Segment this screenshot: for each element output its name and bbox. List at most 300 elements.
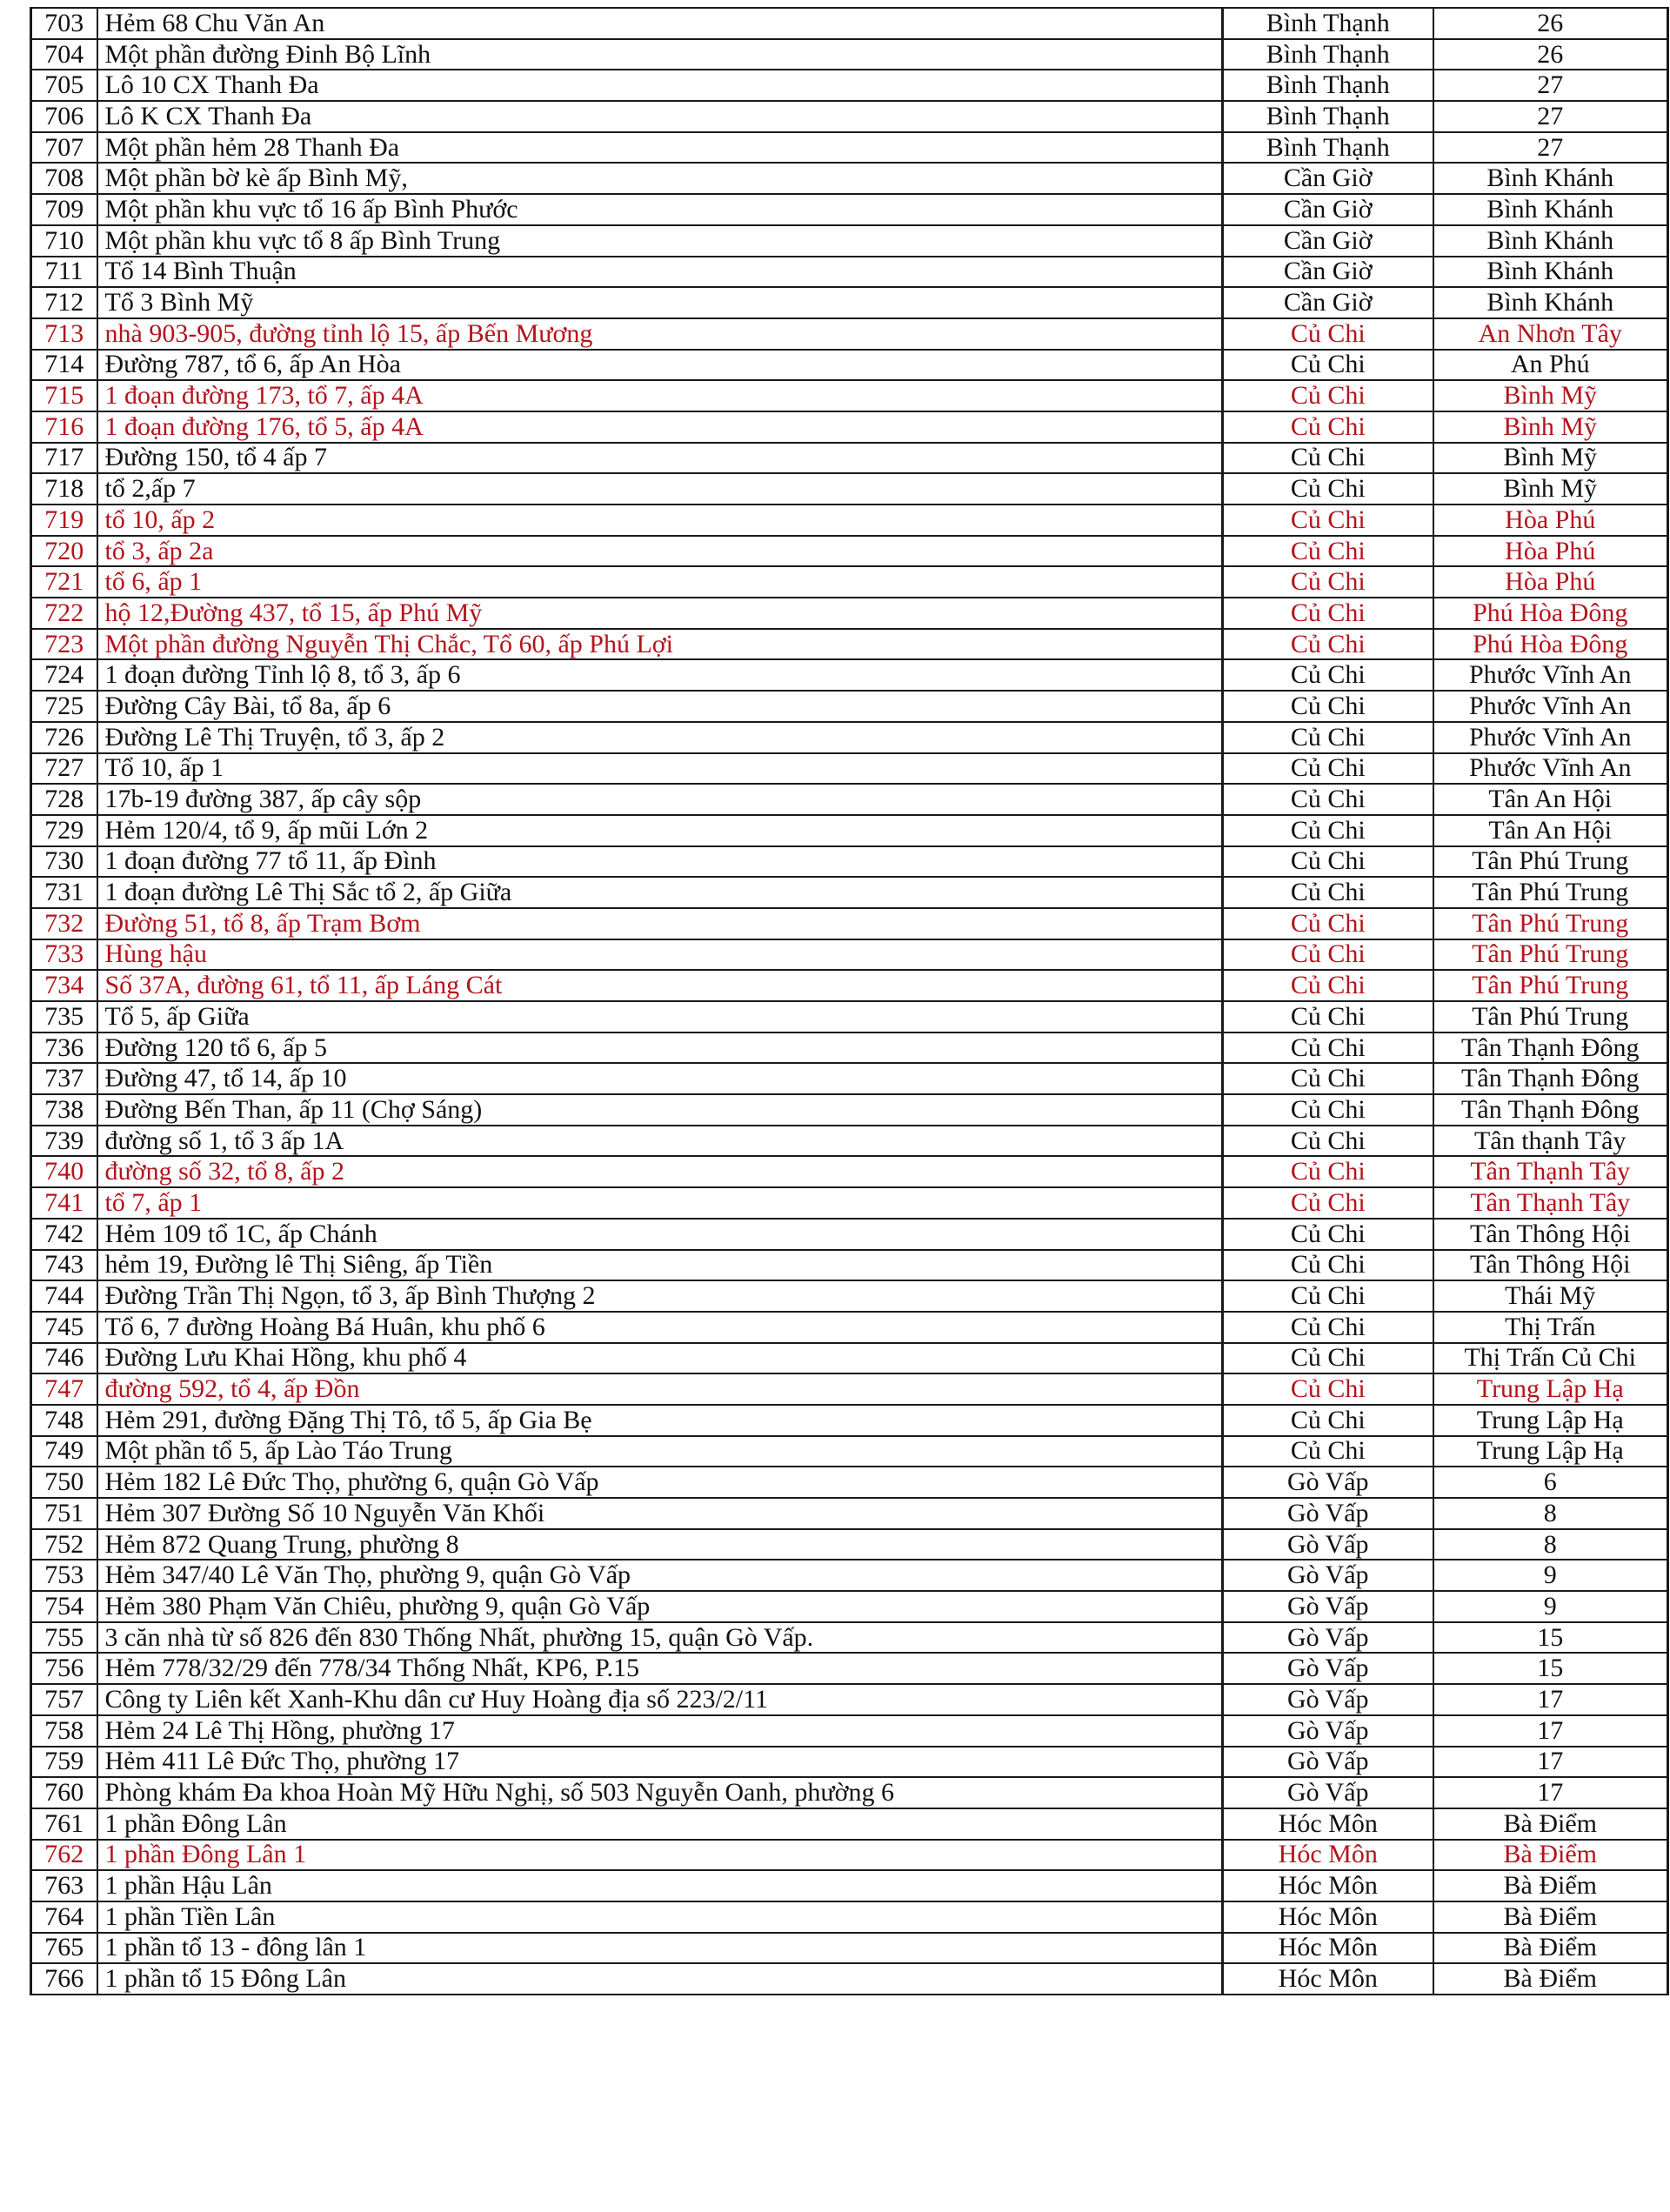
row-number-cell: 759	[31, 1747, 97, 1778]
district-cell: Củ Chi	[1223, 846, 1433, 878]
row-number-cell: 749	[31, 1436, 97, 1467]
table-row	[31, 536, 1668, 567]
location-cell: nhà 903-905, đường tỉnh lộ 15, ấp Bến Mương	[97, 318, 1223, 350]
location-cell: tổ 10, ấp 2	[97, 505, 1223, 536]
ward-cell: Tân Thạnh Tây	[1433, 1156, 1668, 1187]
table-row	[31, 784, 1668, 815]
table-row	[31, 70, 1668, 101]
ward-cell: Tân Phú Trung	[1433, 939, 1668, 971]
location-cell: Tổ 3 Bình Mỹ	[97, 287, 1223, 318]
row-number-cell: 719	[31, 505, 97, 536]
row-number-cell: 732	[31, 908, 97, 939]
location-cell: 1 đoạn đường Lê Thị Sắc tổ 2, ấp Giữa	[97, 877, 1223, 908]
district-cell: Gò Vấp	[1223, 1715, 1433, 1747]
table-row	[31, 970, 1668, 1001]
district-cell: Củ Chi	[1223, 1156, 1433, 1187]
ward-cell: Bà Điểm	[1433, 1840, 1668, 1871]
location-cell: Đường Lưu Khai Hồng, khu phố 4	[97, 1343, 1223, 1374]
table-row	[31, 101, 1668, 132]
table-row	[31, 318, 1668, 350]
district-cell: Bình Thạnh	[1223, 70, 1433, 101]
row-number-cell: 715	[31, 380, 97, 411]
district-cell: Củ Chi	[1223, 411, 1433, 443]
location-cell: 1 phần tổ 13 - đông lân 1	[97, 1933, 1223, 1964]
ward-cell: 8	[1433, 1529, 1668, 1560]
row-number-cell: 743	[31, 1250, 97, 1281]
table-row	[31, 1777, 1668, 1808]
district-cell: Củ Chi	[1223, 536, 1433, 567]
ward-cell: 27	[1433, 132, 1668, 164]
district-cell: Củ Chi	[1223, 784, 1433, 815]
location-cell: 1 đoạn đường 173, tổ 7, ấp 4A	[97, 380, 1223, 411]
ward-cell: Trung Lập Hạ	[1433, 1436, 1668, 1467]
location-cell: Hẻm 182 Lê Đức Thọ, phường 6, quận Gò Vấp	[97, 1467, 1223, 1498]
ward-cell: 26	[1433, 8, 1668, 39]
table-row	[31, 257, 1668, 288]
ward-cell: Bà Điểm	[1433, 1933, 1668, 1964]
row-number-cell: 714	[31, 350, 97, 381]
ward-cell: Tân Thạnh Đông	[1433, 1032, 1668, 1064]
location-cell: Hẻm 109 tổ 1C, ấp Chánh	[97, 1219, 1223, 1250]
district-cell: Củ Chi	[1223, 1094, 1433, 1126]
table-row	[31, 1963, 1668, 1995]
row-number-cell: 765	[31, 1933, 97, 1964]
table-row	[31, 8, 1668, 39]
table-row	[31, 1187, 1668, 1219]
table-row	[31, 1094, 1668, 1126]
row-number-cell: 721	[31, 566, 97, 598]
row-number-cell: 734	[31, 970, 97, 1001]
location-cell: Hẻm 291, đường Đặng Thị Tô, tổ 5, ấp Gia Bẹ	[97, 1405, 1223, 1436]
row-number-cell: 751	[31, 1498, 97, 1529]
location-cell: 1 phần Đông Lân	[97, 1808, 1223, 1840]
location-cell: Hẻm 778/32/29 đến 778/34 Thống Nhất, KP6, P.15	[97, 1653, 1223, 1684]
ward-cell: 15	[1433, 1622, 1668, 1654]
district-cell: Củ Chi	[1223, 1343, 1433, 1374]
location-cell: Một phần đường Đinh Bộ Lĩnh	[97, 39, 1223, 70]
ward-cell: Tân Thông Hội	[1433, 1250, 1668, 1281]
location-cell: Phòng khám Đa khoa Hoàn Mỹ Hữu Nghị, số 503 Nguyễn Oanh, phường 6	[97, 1777, 1223, 1808]
table-row	[31, 659, 1668, 691]
location-cell: Đường Lê Thị Truyện, tổ 3, ấp 2	[97, 722, 1223, 753]
district-cell: Gò Vấp	[1223, 1622, 1433, 1654]
district-cell: Hóc Môn	[1223, 1840, 1433, 1871]
table-row	[31, 815, 1668, 846]
table-row	[31, 1436, 1668, 1467]
ward-cell: Bình Khánh	[1433, 257, 1668, 288]
row-number-cell: 728	[31, 784, 97, 815]
row-number-cell: 742	[31, 1219, 97, 1250]
district-cell: Gò Vấp	[1223, 1560, 1433, 1591]
row-number-cell: 717	[31, 443, 97, 474]
row-number-cell: 756	[31, 1653, 97, 1684]
district-cell: Cần Giờ	[1223, 257, 1433, 288]
district-cell: Bình Thạnh	[1223, 101, 1433, 132]
ward-cell: Tân Thạnh Đông	[1433, 1063, 1668, 1094]
table-row	[31, 1373, 1668, 1405]
table-row	[31, 1622, 1668, 1654]
location-cell: Hẻm 872 Quang Trung, phường 8	[97, 1529, 1223, 1560]
district-cell: Củ Chi	[1223, 722, 1433, 753]
ward-cell: 9	[1433, 1560, 1668, 1591]
location-cell: Hẻm 307 Đường Số 10 Nguyễn Văn Khối	[97, 1498, 1223, 1529]
ward-cell: Thị Trấn	[1433, 1312, 1668, 1343]
row-number-cell: 712	[31, 287, 97, 318]
table-row	[31, 1498, 1668, 1529]
ward-cell: Bình Khánh	[1433, 163, 1668, 194]
ward-cell: Bình Mỹ	[1433, 411, 1668, 443]
location-cell: hẻm 19, Đường lê Thị Siêng, ấp Tiền	[97, 1250, 1223, 1281]
table-row	[31, 598, 1668, 629]
location-cell: tổ 2,ấp 7	[97, 473, 1223, 505]
location-cell: Hẻm 120/4, tổ 9, ấp mũi Lớn 2	[97, 815, 1223, 846]
location-cell: 1 phần Đông Lân 1	[97, 1840, 1223, 1871]
ward-cell: Bình Khánh	[1433, 287, 1668, 318]
table-row	[31, 225, 1668, 257]
row-number-cell: 741	[31, 1187, 97, 1219]
location-cell: Tổ 6, 7 đường Hoàng Bá Huân, khu phố 6	[97, 1312, 1223, 1343]
district-cell: Gò Vấp	[1223, 1467, 1433, 1498]
table-row	[31, 1280, 1668, 1312]
ward-cell: Phước Vĩnh An	[1433, 659, 1668, 691]
table-row	[31, 132, 1668, 164]
location-cell: Hẻm 24 Lê Thị Hồng, phường 17	[97, 1715, 1223, 1747]
ward-cell: Tân thạnh Tây	[1433, 1126, 1668, 1157]
district-cell: Củ Chi	[1223, 1001, 1433, 1032]
location-cell: tổ 3, ấp 2a	[97, 536, 1223, 567]
ward-cell: Trung Lập Hạ	[1433, 1373, 1668, 1405]
district-cell: Củ Chi	[1223, 1032, 1433, 1064]
ward-cell: Hòa Phú	[1433, 505, 1668, 536]
table-row	[31, 1684, 1668, 1715]
ward-cell: Thị Trấn Củ Chi	[1433, 1343, 1668, 1374]
district-cell: Củ Chi	[1223, 566, 1433, 598]
district-cell: Củ Chi	[1223, 505, 1433, 536]
row-number-cell: 708	[31, 163, 97, 194]
district-cell: Củ Chi	[1223, 1063, 1433, 1094]
ward-cell: Bà Điểm	[1433, 1963, 1668, 1995]
district-cell: Củ Chi	[1223, 908, 1433, 939]
district-cell: Củ Chi	[1223, 1250, 1433, 1281]
district-cell: Gò Vấp	[1223, 1747, 1433, 1778]
row-number-cell: 757	[31, 1684, 97, 1715]
location-cell: đường số 32, tổ 8, ấp 2	[97, 1156, 1223, 1187]
table-row	[31, 846, 1668, 878]
ward-cell: Hòa Phú	[1433, 566, 1668, 598]
row-number-cell: 707	[31, 132, 97, 164]
table-row	[31, 163, 1668, 194]
location-cell: Đường 120 tổ 6, ấp 5	[97, 1032, 1223, 1064]
row-number-cell: 758	[31, 1715, 97, 1747]
row-number-cell: 718	[31, 473, 97, 505]
ward-cell: Thái Mỹ	[1433, 1280, 1668, 1312]
row-number-cell: 764	[31, 1901, 97, 1933]
ward-cell: 9	[1433, 1591, 1668, 1622]
table-row	[31, 722, 1668, 753]
ward-cell: Bình Khánh	[1433, 194, 1668, 225]
row-number-cell: 716	[31, 411, 97, 443]
table-row	[31, 1529, 1668, 1560]
ward-cell: Bà Điểm	[1433, 1870, 1668, 1901]
table-row	[31, 1715, 1668, 1747]
table-row	[31, 39, 1668, 70]
row-number-cell: 710	[31, 225, 97, 257]
ward-cell: Trung Lập Hạ	[1433, 1405, 1668, 1436]
district-cell: Cần Giờ	[1223, 225, 1433, 257]
location-cell: tổ 7, ấp 1	[97, 1187, 1223, 1219]
ward-cell: Tân Phú Trung	[1433, 877, 1668, 908]
district-cell: Củ Chi	[1223, 473, 1433, 505]
ward-cell: 17	[1433, 1684, 1668, 1715]
location-cell: Đường 47, tổ 14, ấp 10	[97, 1063, 1223, 1094]
district-cell: Củ Chi	[1223, 970, 1433, 1001]
row-number-cell: 761	[31, 1808, 97, 1840]
location-cell: Đường Trần Thị Ngọn, tổ 3, ấp Bình Thượng 2	[97, 1280, 1223, 1312]
district-cell: Củ Chi	[1223, 753, 1433, 785]
location-cell: tổ 6, ấp 1	[97, 566, 1223, 598]
ward-cell: An Nhơn Tây	[1433, 318, 1668, 350]
row-number-cell: 766	[31, 1963, 97, 1995]
location-cell: Lô 10 CX Thanh Đa	[97, 70, 1223, 101]
table-row	[31, 411, 1668, 443]
table-row	[31, 1250, 1668, 1281]
district-cell: Củ Chi	[1223, 380, 1433, 411]
table-row	[31, 629, 1668, 660]
row-number-cell: 729	[31, 815, 97, 846]
location-cell: Một phần khu vực tổ 8 ấp Bình Trung	[97, 225, 1223, 257]
ward-cell: 17	[1433, 1777, 1668, 1808]
location-cell: đường số 1, tổ 3 ấp 1A	[97, 1126, 1223, 1157]
district-cell: Bình Thạnh	[1223, 132, 1433, 164]
ward-cell: Tân Thạnh Đông	[1433, 1094, 1668, 1126]
district-cell: Củ Chi	[1223, 598, 1433, 629]
table-row	[31, 505, 1668, 536]
location-cell: Công ty Liên kết Xanh-Khu dân cư Huy Hoàng địa số 223/2/11	[97, 1684, 1223, 1715]
district-cell: Củ Chi	[1223, 1436, 1433, 1467]
row-number-cell: 750	[31, 1467, 97, 1498]
district-cell: Gò Vấp	[1223, 1777, 1433, 1808]
table-row	[31, 1405, 1668, 1436]
locations-table	[30, 7, 1669, 1995]
row-number-cell: 747	[31, 1373, 97, 1405]
ward-cell: Tân Phú Trung	[1433, 1001, 1668, 1032]
row-number-cell: 760	[31, 1777, 97, 1808]
location-cell: Đường 787, tổ 6, ấp An Hòa	[97, 350, 1223, 381]
row-number-cell: 745	[31, 1312, 97, 1343]
location-cell: Một phần bờ kè ấp Bình Mỹ,	[97, 163, 1223, 194]
location-cell: 1 phần tổ 15 Đông Lân	[97, 1963, 1223, 1995]
ward-cell: Phước Vĩnh An	[1433, 753, 1668, 785]
table-row	[31, 380, 1668, 411]
row-number-cell: 736	[31, 1032, 97, 1064]
location-cell: Đường 51, tổ 8, ấp Trạm Bơm	[97, 908, 1223, 939]
row-number-cell: 704	[31, 39, 97, 70]
ward-cell: 17	[1433, 1715, 1668, 1747]
table-row	[31, 908, 1668, 939]
ward-cell: Tân Thạnh Tây	[1433, 1187, 1668, 1219]
district-cell: Hóc Môn	[1223, 1963, 1433, 1995]
row-number-cell: 724	[31, 659, 97, 691]
table-row	[31, 1126, 1668, 1157]
district-cell: Hóc Môn	[1223, 1808, 1433, 1840]
row-number-cell: 737	[31, 1063, 97, 1094]
row-number-cell: 733	[31, 939, 97, 971]
district-cell: Củ Chi	[1223, 1405, 1433, 1436]
ward-cell: Bình Mỹ	[1433, 473, 1668, 505]
ward-cell: Phú Hòa Đông	[1433, 629, 1668, 660]
district-cell: Củ Chi	[1223, 1219, 1433, 1250]
district-cell: Củ Chi	[1223, 1373, 1433, 1405]
row-number-cell: 727	[31, 753, 97, 785]
row-number-cell: 762	[31, 1840, 97, 1871]
row-number-cell: 738	[31, 1094, 97, 1126]
row-number-cell: 722	[31, 598, 97, 629]
table-row	[31, 691, 1668, 722]
district-cell: Củ Chi	[1223, 443, 1433, 474]
table-body	[31, 8, 1668, 1995]
table-row	[31, 350, 1668, 381]
district-cell: Củ Chi	[1223, 1312, 1433, 1343]
ward-cell: 15	[1433, 1653, 1668, 1684]
table-row	[31, 1747, 1668, 1778]
district-cell: Củ Chi	[1223, 1126, 1433, 1157]
row-number-cell: 703	[31, 8, 97, 39]
location-cell: 1 phần Hậu Lân	[97, 1870, 1223, 1901]
district-cell: Củ Chi	[1223, 659, 1433, 691]
table-row	[31, 753, 1668, 785]
district-cell: Gò Vấp	[1223, 1529, 1433, 1560]
row-number-cell: 713	[31, 318, 97, 350]
ward-cell: Phú Hòa Đông	[1433, 598, 1668, 629]
location-cell: Hẻm 411 Lê Đức Thọ, phường 17	[97, 1747, 1223, 1778]
table-row	[31, 1032, 1668, 1064]
table-row	[31, 1653, 1668, 1684]
table-row	[31, 877, 1668, 908]
table-row	[31, 473, 1668, 505]
ward-cell: Bình Mỹ	[1433, 380, 1668, 411]
location-cell: Một phần hẻm 28 Thanh Đa	[97, 132, 1223, 164]
row-number-cell: 711	[31, 257, 97, 288]
location-cell: 1 đoạn đường 77 tổ 11, ấp Đình	[97, 846, 1223, 878]
district-cell: Củ Chi	[1223, 815, 1433, 846]
row-number-cell: 754	[31, 1591, 97, 1622]
table-row	[31, 1467, 1668, 1498]
ward-cell: Tân An Hội	[1433, 784, 1668, 815]
location-cell: 17b-19 đường 387, ấp cây sộp	[97, 784, 1223, 815]
row-number-cell: 731	[31, 877, 97, 908]
district-cell: Củ Chi	[1223, 1187, 1433, 1219]
location-cell: Đường Bến Than, ấp 11 (Chợ Sáng)	[97, 1094, 1223, 1126]
ward-cell: Tân Phú Trung	[1433, 846, 1668, 878]
table-row	[31, 1933, 1668, 1964]
table-row	[31, 1591, 1668, 1622]
ward-cell: 27	[1433, 70, 1668, 101]
row-number-cell: 723	[31, 629, 97, 660]
location-cell: Lô K CX Thanh Đa	[97, 101, 1223, 132]
ward-cell: 26	[1433, 39, 1668, 70]
location-cell: 3 căn nhà từ số 826 đến 830 Thống Nhất, phường 15, quận Gò Vấp.	[97, 1622, 1223, 1654]
district-cell: Cần Giờ	[1223, 163, 1433, 194]
district-cell: Củ Chi	[1223, 1280, 1433, 1312]
location-cell: đường 592, tổ 4, ấp Đồn	[97, 1373, 1223, 1405]
table-row	[31, 1808, 1668, 1840]
row-number-cell: 730	[31, 846, 97, 878]
row-number-cell: 706	[31, 101, 97, 132]
district-cell: Cần Giờ	[1223, 194, 1433, 225]
ward-cell: 27	[1433, 101, 1668, 132]
location-cell: Tổ 14 Bình Thuận	[97, 257, 1223, 288]
table-row	[31, 1156, 1668, 1187]
location-cell: Tổ 5, ấp Giữa	[97, 1001, 1223, 1032]
district-cell: Củ Chi	[1223, 939, 1433, 971]
district-cell: Củ Chi	[1223, 691, 1433, 722]
ward-cell: Tân An Hội	[1433, 815, 1668, 846]
location-cell: hộ 12,Đường 437, tổ 15, ấp Phú Mỹ	[97, 598, 1223, 629]
location-cell: 1 đoạn đường Tỉnh lộ 8, tổ 3, ấp 6	[97, 659, 1223, 691]
table-row	[31, 1901, 1668, 1933]
district-cell: Hóc Môn	[1223, 1901, 1433, 1933]
row-number-cell: 726	[31, 722, 97, 753]
district-cell: Bình Thạnh	[1223, 39, 1433, 70]
row-number-cell: 740	[31, 1156, 97, 1187]
location-cell: Tổ 10, ấp 1	[97, 753, 1223, 785]
district-cell: Hóc Môn	[1223, 1870, 1433, 1901]
location-cell: Hùng hậu	[97, 939, 1223, 971]
ward-cell: Bà Điểm	[1433, 1808, 1668, 1840]
ward-cell: Bình Mỹ	[1433, 443, 1668, 474]
row-number-cell: 746	[31, 1343, 97, 1374]
location-cell: Đường 150, tổ 4 ấp 7	[97, 443, 1223, 474]
district-cell: Cần Giờ	[1223, 287, 1433, 318]
row-number-cell: 748	[31, 1405, 97, 1436]
row-number-cell: 735	[31, 1001, 97, 1032]
location-cell: Một phần khu vực tổ 16 ấp Bình Phước	[97, 194, 1223, 225]
ward-cell: Phước Vĩnh An	[1433, 691, 1668, 722]
table-row	[31, 1312, 1668, 1343]
row-number-cell: 720	[31, 536, 97, 567]
table-row	[31, 566, 1668, 598]
district-cell: Bình Thạnh	[1223, 8, 1433, 39]
district-cell: Củ Chi	[1223, 629, 1433, 660]
table-row	[31, 1219, 1668, 1250]
ward-cell: Hòa Phú	[1433, 536, 1668, 567]
row-number-cell: 752	[31, 1529, 97, 1560]
ward-cell: 6	[1433, 1467, 1668, 1498]
table-row	[31, 1063, 1668, 1094]
ward-cell: Tân Phú Trung	[1433, 970, 1668, 1001]
district-cell: Củ Chi	[1223, 350, 1433, 381]
table-row	[31, 1840, 1668, 1871]
ward-cell: An Phú	[1433, 350, 1668, 381]
table-row	[31, 443, 1668, 474]
table-row	[31, 939, 1668, 971]
row-number-cell: 763	[31, 1870, 97, 1901]
row-number-cell: 739	[31, 1126, 97, 1157]
location-cell: Một phần đường Nguyễn Thị Chắc, Tổ 60, ấp Phú Lợi	[97, 629, 1223, 660]
location-cell: Đường Cây Bài, tổ 8a, ấp 6	[97, 691, 1223, 722]
table-row	[31, 1001, 1668, 1032]
row-number-cell: 753	[31, 1560, 97, 1591]
district-cell: Gò Vấp	[1223, 1498, 1433, 1529]
district-cell: Gò Vấp	[1223, 1591, 1433, 1622]
table-row	[31, 194, 1668, 225]
location-cell: Hẻm 380 Phạm Văn Chiêu, phường 9, quận Gò Vấp	[97, 1591, 1223, 1622]
ward-cell: Bình Khánh	[1433, 225, 1668, 257]
district-cell: Hóc Môn	[1223, 1933, 1433, 1964]
row-number-cell: 755	[31, 1622, 97, 1654]
ward-cell: Tân Thông Hội	[1433, 1219, 1668, 1250]
location-cell: 1 đoạn đường 176, tổ 5, ấp 4A	[97, 411, 1223, 443]
